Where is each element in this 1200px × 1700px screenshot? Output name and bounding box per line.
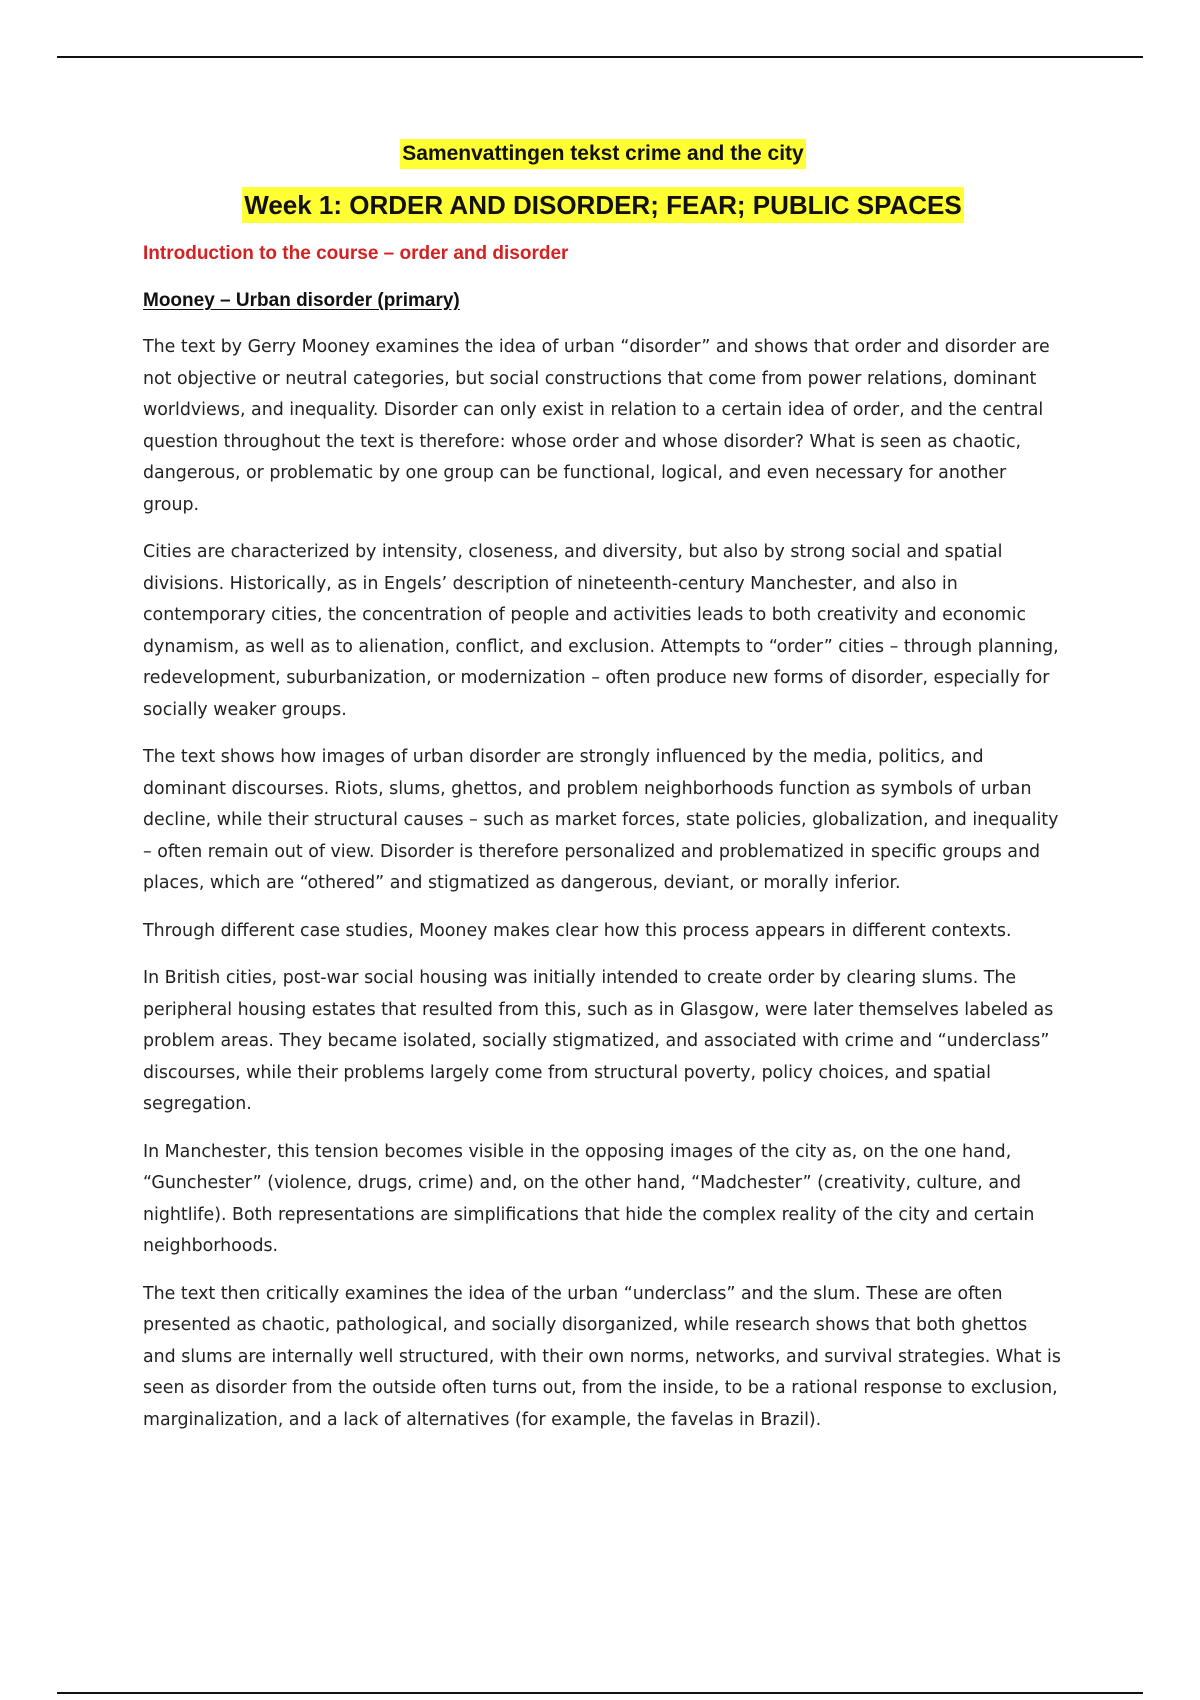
document-body	[143, 139, 1063, 1452]
week-title: Week 1: ORDER AND DISORDER; FEAR; PUBLIC SPACES	[242, 187, 964, 223]
section-heading: Introduction to the course – order and disorder	[143, 243, 569, 264]
top-rule	[57, 56, 1143, 58]
paragraph: In British cities, post-war social housing was initially intended to create order by clearing slums. The peripheral housing estates that resulted from this, such as in Glasgow, were later themselves labeled as problem areas. They became isolated, socially stigmatized, and associated with crime and “underclass” discourses, while their problems largely come from structural poverty, policy choices, and spatial segregation.	[143, 968, 1054, 1114]
paragraph: Through different case studies, Mooney makes clear how this process appears in different contexts.	[143, 920, 1012, 941]
paragraph: The text shows how images of urban disorder are strongly influenced by the media, politics, and dominant discourses. Riots, slums, ghettos, and problem neighborhoods function as symbols of urban decline, while their structural causes – such as market forces, state policies, globalization, and inequality – often remain out of view. Disorder is therefore personalized and problematized in specific groups and places, which are “othered” and stigmatized as dangerous, deviant, or morally inferior.	[143, 747, 1059, 893]
document-title: Samenvattingen tekst crime and the city	[400, 139, 805, 169]
sub-heading: Mooney – Urban disorder (primary)	[143, 290, 460, 311]
title-row	[143, 139, 1063, 173]
paragraph: The text by Gerry Mooney examines the idea of urban “disorder” and shows that order and disorder are not objective or neutral categories, but social constructions that come from power relations, dominant worldviews, and inequality. Disorder can only exist in relation to a certain idea of order, and the central question throughout the text is therefore: whose order and whose disorder? What is seen as chaotic, dangerous, or problematic by one group can be functional, logical, and even necessary for another group.	[143, 337, 1050, 515]
bottom-rule	[57, 1692, 1143, 1694]
paragraph: Cities are characterized by intensity, closeness, and diversity, but also by strong social and spatial divisions. Historically, as in Engels’ description of nineteenth-century Manchester, and also in contemporary cities, the concentration of people and activities leads to both creativity and economic dynamism, as well as to alienation, conflict, and exclusion. Attempts to “order” cities – through planning, redevelopment, suburbanization, or modernization – often produce new forms of disorder, especially for socially weaker groups.	[143, 542, 1059, 720]
paragraph: In Manchester, this tension becomes visible in the opposing images of the city as, on the one hand, “Gunchester” (violence, drugs, crime) and, on the other hand, “Madchester” (creativity, culture, and nightlife). Both representations are simplifications that hide the complex reality of the city and certain neighborhoods.	[143, 1141, 1035, 1256]
week-title-row	[143, 187, 1063, 227]
paragraph: The text then critically examines the idea of the urban “underclass” and the slum. These are often presented as chaotic, pathological, and socially disorganized, while research shows that both ghettos and slums are internally well structured, with their own norms, networks, and survival strategies. What is seen as disorder from the outside often turns out, from the inside, to be a rational response to exclusion, marginalization, and a lack of alternatives (for example, the favelas in Brazil).	[143, 1283, 1061, 1430]
